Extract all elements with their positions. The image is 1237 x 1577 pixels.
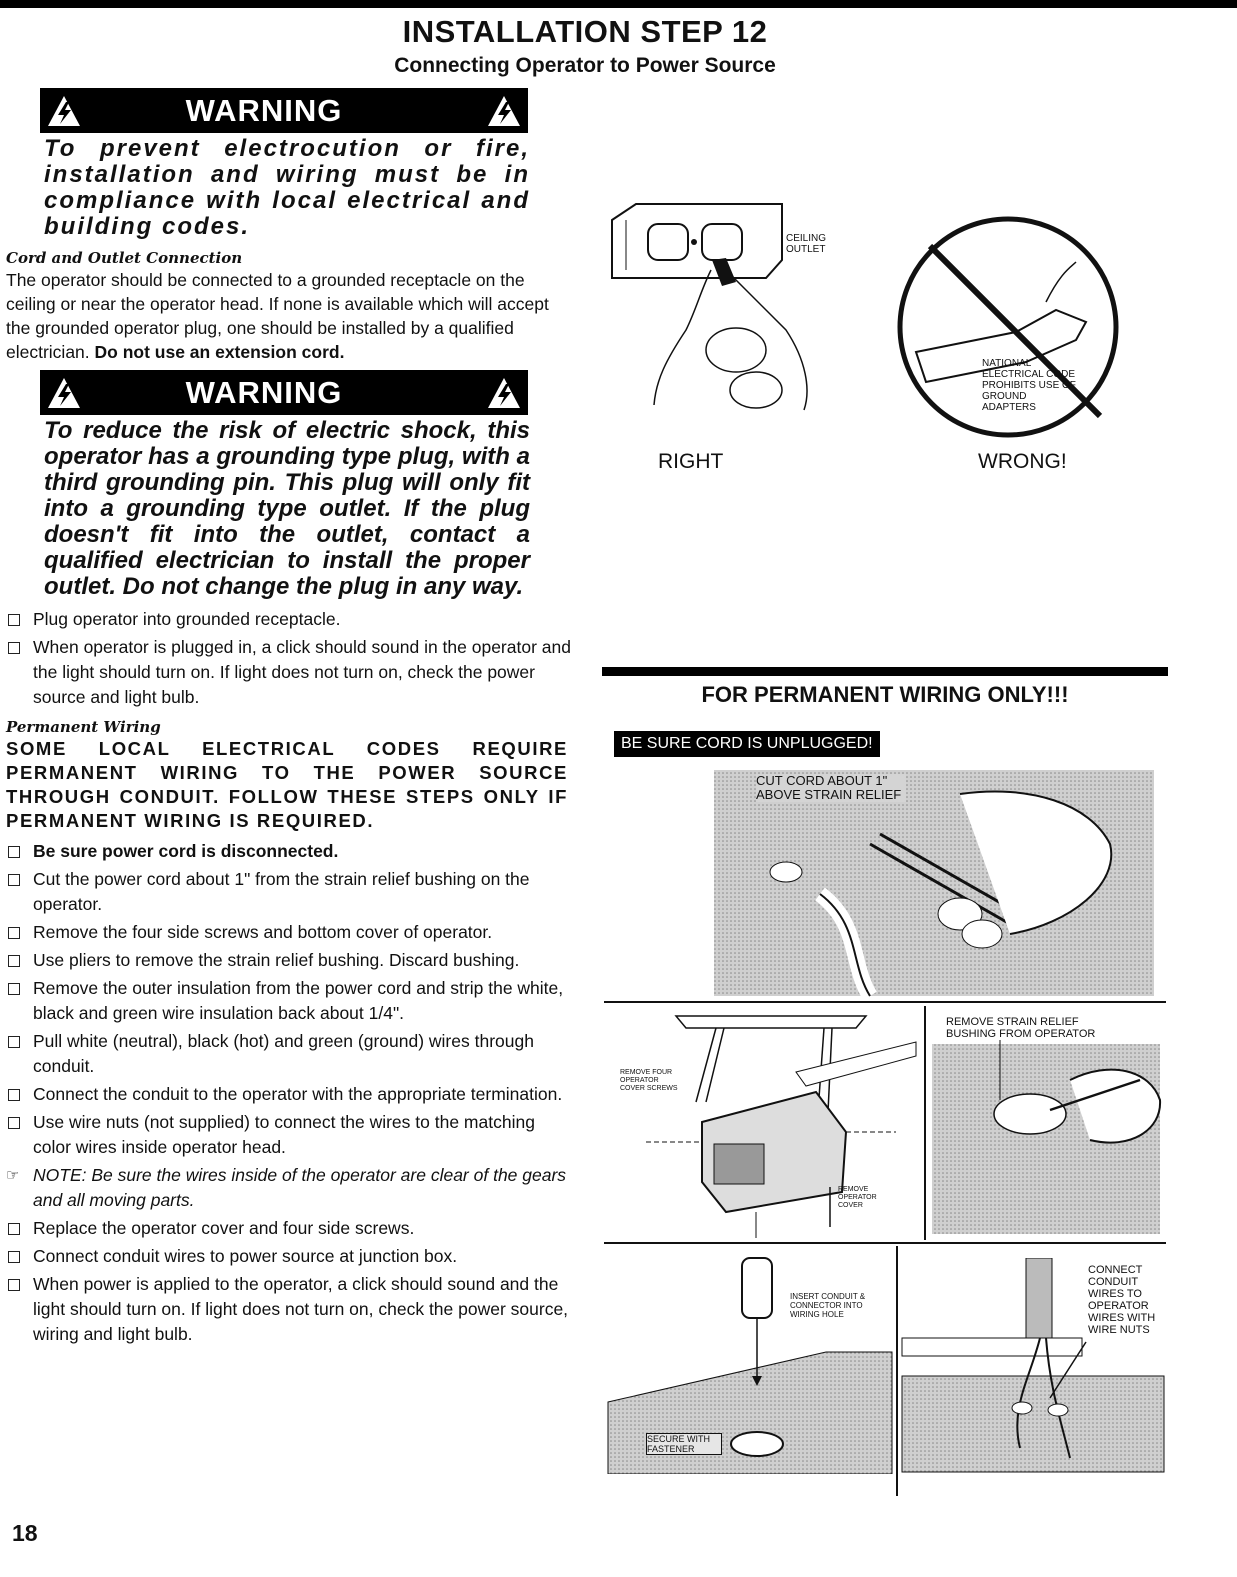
checkbox-icon bbox=[8, 927, 20, 939]
checkbox-icon bbox=[8, 1089, 20, 1101]
right-label: RIGHT bbox=[658, 450, 724, 473]
warning-text: To reduce the risk of electric shock, this operator has a grounding type plug, with a third grounding pin. This plug will only fit into a grounding type outlet. If the plug doesn't fit into the outlet, contact a qualified electrician to install the proper outlet. Do not change the plug in any way. bbox=[44, 417, 530, 600]
ceiling-outlet-label: CEILING OUTLET bbox=[786, 233, 827, 255]
list-item: Pull white (neutral), black (hot) and green (ground) wires through conduit. bbox=[6, 1029, 574, 1079]
list-item: Be sure power cord is disconnected. bbox=[6, 839, 574, 864]
checkbox-icon bbox=[8, 874, 20, 886]
list-item: When power is applied to the operator, a click should sound and the light should turn on. If light does not turn on, check the power source, wiring and light bulb. bbox=[6, 1272, 574, 1347]
checkbox-icon bbox=[8, 1223, 20, 1235]
permanent-wiring-title: FOR PERMANENT WIRING ONLY!!! bbox=[701, 682, 1069, 707]
list-item: Cut the power cord about 1" from the strain relief bushing on the operator. bbox=[6, 867, 574, 917]
page-number: 18 bbox=[12, 1520, 38, 1546]
checkbox-icon bbox=[8, 1251, 20, 1263]
warning-label: WARNING bbox=[185, 374, 343, 410]
checkbox-icon bbox=[8, 1117, 20, 1129]
warning-triangle-icon bbox=[486, 94, 522, 128]
list-item: When operator is plugged in, a click should sound in the operator and the light should turn on. If light does not turn on, check the power source and light bulb. bbox=[6, 635, 574, 710]
pointing-hand-icon: ☞ bbox=[6, 1167, 20, 1184]
remove-bushing-label: REMOVE STRAIN RELIEF BUSHING FROM OPERATOR bbox=[946, 1016, 1096, 1040]
body-paragraph bbox=[6, 268, 568, 364]
checkbox-icon bbox=[8, 642, 20, 654]
divider bbox=[604, 1001, 1166, 1003]
secure-fastener-label: SECURE WITH FASTENER bbox=[646, 1433, 722, 1455]
list-item: Plug operator into grounded receptacle. bbox=[6, 607, 574, 632]
warning-text: To prevent electrocution or fire, installation and wiring must be in compliance with local electrical and building codes. bbox=[44, 135, 530, 240]
warning-triangle-icon bbox=[486, 376, 522, 410]
checkbox-icon bbox=[8, 955, 20, 967]
cut-cord-label: CUT CORD ABOUT 1" ABOVE STRAIN RELIEF bbox=[756, 774, 906, 802]
list-item: Remove the outer insulation from the power cord and strip the white, black and green wire insulation back about 1/4". bbox=[6, 976, 574, 1026]
unplug-badge: BE SURE CORD IS UNPLUGGED! bbox=[614, 731, 880, 757]
page-title: INSTALLATION STEP 12 bbox=[402, 14, 768, 49]
list-item: Connect the conduit to the operator with the appropriate termination. bbox=[6, 1082, 574, 1107]
warning-label: WARNING bbox=[185, 92, 343, 128]
warning-banner bbox=[40, 88, 528, 133]
plug-steps-list bbox=[6, 607, 574, 713]
remove-screws-label: REMOVE FOUR OPERATOR COVER SCREWS bbox=[620, 1069, 678, 1092]
list-item: Replace the operator cover and four side screws. bbox=[6, 1216, 574, 1241]
wrong-label: WRONG! bbox=[978, 450, 1067, 473]
top-rule bbox=[0, 0, 1237, 8]
connect-wires-label: CONNECT CONDUIT WIRES TO OPERATOR WIRES WITH WIRE NUTS bbox=[1088, 1264, 1156, 1336]
warning-triangle-icon bbox=[46, 94, 82, 128]
body-bold-text: Do not use an extension cord. bbox=[94, 342, 345, 362]
checkbox-icon bbox=[8, 1036, 20, 1048]
list-item: Use pliers to remove the strain relief bushing. Discard bushing. bbox=[6, 948, 574, 973]
list-item: Remove the four side screws and bottom cover of operator. bbox=[6, 920, 574, 945]
checkbox-icon bbox=[8, 846, 20, 858]
nec-warning-text: NATIONAL ELECTRICAL CODE PROHIBITS USE OF GROUND ADAPTERS bbox=[982, 358, 1076, 413]
insert-conduit-label: INSERT CONDUIT & CONNECTOR INTO WIRING HOLE bbox=[790, 1292, 866, 1319]
divider bbox=[896, 1246, 898, 1496]
checkbox-icon bbox=[8, 983, 20, 995]
note-item: ☞ NOTE: Be sure the wires inside of the operator are clear of the gears and all moving parts. bbox=[6, 1165, 567, 1210]
list-item: Use wire nuts (not supplied) to connect the wires to the matching color wires inside operator head. bbox=[6, 1110, 574, 1160]
checkbox-icon bbox=[8, 1279, 20, 1291]
warning-banner bbox=[40, 370, 528, 415]
page-subtitle: Connecting Operator to Power Source bbox=[394, 54, 776, 77]
caps-paragraph: SOME LOCAL ELECTRICAL CODES REQUIRE PERMANENT WIRING TO THE POWER SOURCE THROUGH CONDUIT. FOLLOW THESE STEPS ONLY IF PERMANENT WIRING IS REQUIRED. bbox=[6, 738, 568, 831]
permanent-steps-list bbox=[6, 839, 574, 1350]
list-item: Connect conduit wires to power source at junction box. bbox=[6, 1244, 574, 1269]
divider bbox=[924, 1006, 926, 1240]
section-heading: Cord and Outlet Connection bbox=[6, 249, 243, 267]
checkbox-icon bbox=[8, 614, 20, 626]
warning-triangle-icon bbox=[46, 376, 82, 410]
section-rule bbox=[602, 667, 1168, 676]
body-text: The operator should be connected to a grounded receptacle on the ceiling or near the operator head. If none is available which will accept the grounded operator plug, one should be installed by a qualified electrician. bbox=[6, 270, 549, 362]
divider bbox=[604, 1242, 1166, 1244]
remove-cover-label: REMOVE OPERATOR COVER bbox=[838, 1186, 877, 1209]
section-heading: Permanent Wiring bbox=[6, 718, 161, 736]
remove-bushing-illustration bbox=[930, 1040, 1166, 1236]
